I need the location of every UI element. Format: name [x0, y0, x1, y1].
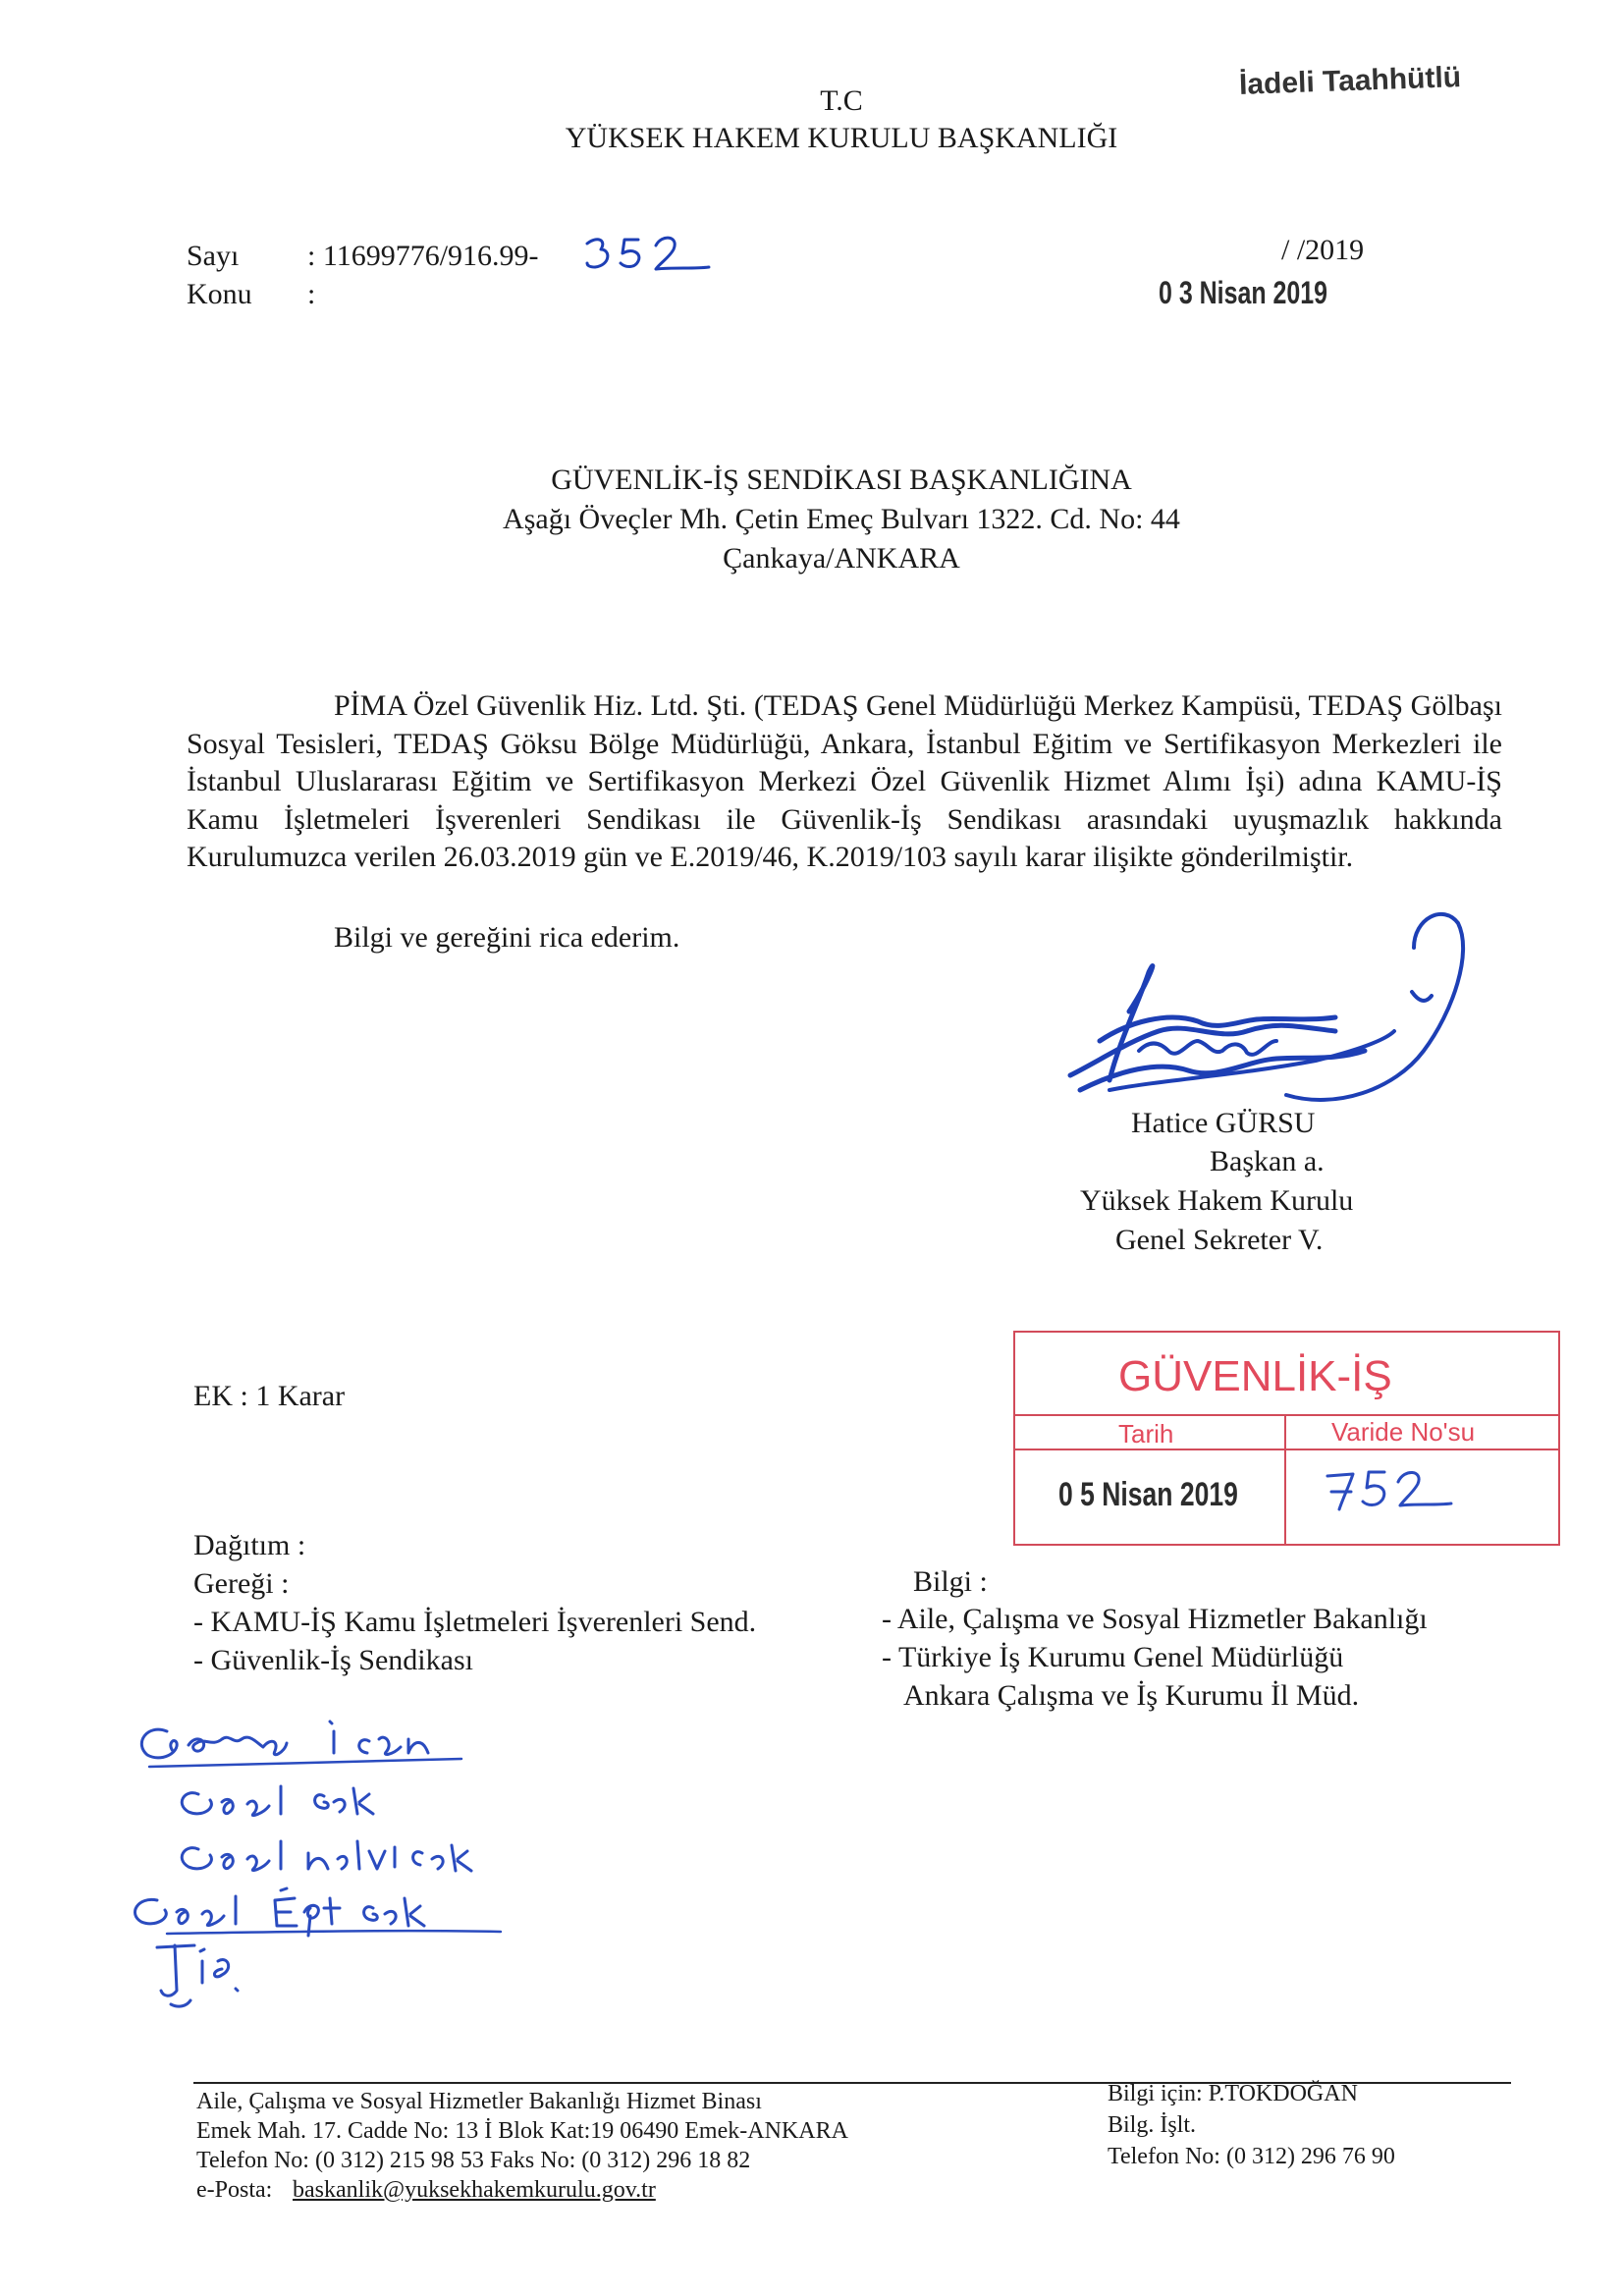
- handwritten-752: [1322, 1462, 1459, 1521]
- footer-contact-line: Bilgi için: P.TOKDOĞAN: [1108, 2081, 1358, 2106]
- signer-title-2: Yüksek Hakem Kurulu: [1080, 1184, 1354, 1217]
- handwritten-352: [581, 230, 719, 279]
- sayi-label: Sayı: [187, 240, 240, 272]
- konu-value: :: [307, 278, 316, 310]
- footer-address-line: Emek Mah. 17. Cadde No: 13 İ Blok Kat:19 06490 Emek-ANKARA: [196, 2118, 848, 2144]
- stamp-number-handwritten: [1322, 1462, 1459, 1526]
- handwritten-routing-notes: [128, 1704, 579, 2018]
- stamp-number-header: Varide No'su: [1331, 1417, 1476, 1447]
- footer-contact-line: Telefon No: (0 312) 296 76 90: [1108, 2144, 1395, 2169]
- distribution-info-item: - Türkiye İş Kurumu Genel Müdürlüğü: [882, 1641, 1344, 1673]
- distribution-info-item: Ankara Çalışma ve İş Kurumu İl Müd.: [903, 1679, 1360, 1712]
- addressee-name: GÜVENLİK-İŞ SENDİKASI BAŞKANLIĞINA: [551, 464, 1132, 496]
- konu-label: Konu: [187, 278, 252, 310]
- footer-address-line: Telefon No: (0 312) 215 98 53 Faks No: (0 312) 296 18 82: [196, 2148, 751, 2173]
- date-line: / /2019: [1281, 234, 1365, 266]
- footer-contact-line: Bilg. İşlt.: [1108, 2112, 1197, 2138]
- distribution-action-item: - Güvenlik-İş Sendikası: [193, 1644, 473, 1676]
- addressee-address-1: Aşağı Öveçler Mh. Çetin Emeç Bulvarı 1322. Cd. No: 44: [503, 503, 1180, 535]
- stamp-date-header: Tarih: [1118, 1419, 1174, 1449]
- stamp-org: GÜVENLİK-İŞ: [1118, 1352, 1392, 1400]
- header-tc: T.C: [820, 84, 863, 117]
- sayi-handwritten-number: [581, 230, 719, 284]
- distribution-info-label: Bilgi :: [913, 1565, 988, 1598]
- attachment-label: EK : 1 Karar: [193, 1380, 346, 1412]
- distribution-label: Dağıtım :: [193, 1529, 306, 1561]
- stamp-date-value: 0 5 Nisan 2019: [1058, 1476, 1238, 1513]
- footer-address-line: Aile, Çalışma ve Sosyal Hizmetler Bakanlığı Hizmet Binası: [196, 2089, 762, 2114]
- header-institution: YÜKSEK HAKEM KURULU BAŞKANLIĞI: [565, 122, 1118, 154]
- distribution-action-label: Gereği :: [193, 1567, 290, 1600]
- distribution-info-item: - Aile, Çalışma ve Sosyal Hizmetler Bakanlığı: [882, 1603, 1428, 1635]
- signer-title-3: Genel Sekreter V.: [1115, 1224, 1324, 1256]
- date-stamp: 0 3 Nisan 2019: [1159, 275, 1328, 310]
- handwritten-notes: [128, 1704, 579, 2023]
- footer-email-label: e-Posta:: [196, 2177, 273, 2203]
- body-paragraph: PİMA Özel Güvenlik Hiz. Ltd. Şti. (TEDAŞ Genel Müdürlüğü Merkez Kampüsü, TEDAŞ Gölbaşı Sosyal Tesisleri, TEDAŞ Göksu Bölge Müdürlüğü, Ankara, İstanbul Eğitim ve Sertifikasyon Merkezleri ile İstanbul Uluslararası Eğitim ve Sertifikasyon Merkezi Özel Güvenlik Hizmet Alımı İşi) adına KAMU-İŞ Kamu İşletmeleri İşverenleri Sendikası ile Güvenlik-İş Sendikası arasındaki uyuşmazlık hakkında Kurulumuzca verilen 26.03.2019 gün ve E.2019/46, K.2019/103 sayılı karar ilişikte gönderilmiştir.: [187, 689, 1502, 873]
- distribution-action-item: - KAMU-İŞ Kamu İşletmeleri İşverenleri Send.: [193, 1606, 757, 1638]
- registered-mail-stamp: İadeli Taahhütlü: [1238, 61, 1462, 101]
- received-stamp: [1013, 1331, 1560, 1546]
- signer-title-1: Başkan a.: [1210, 1145, 1325, 1177]
- body-closing: Bilgi ve gereğini rica ederim.: [334, 921, 680, 954]
- sayi-value: : 11699776/916.99-: [307, 240, 539, 272]
- footer-email-link[interactable]: baskanlik@yuksekhakemkurulu.gov.tr: [293, 2177, 656, 2203]
- signer-name: Hatice GÜRSU: [1131, 1107, 1316, 1139]
- addressee-address-2: Çankaya/ANKARA: [723, 542, 960, 574]
